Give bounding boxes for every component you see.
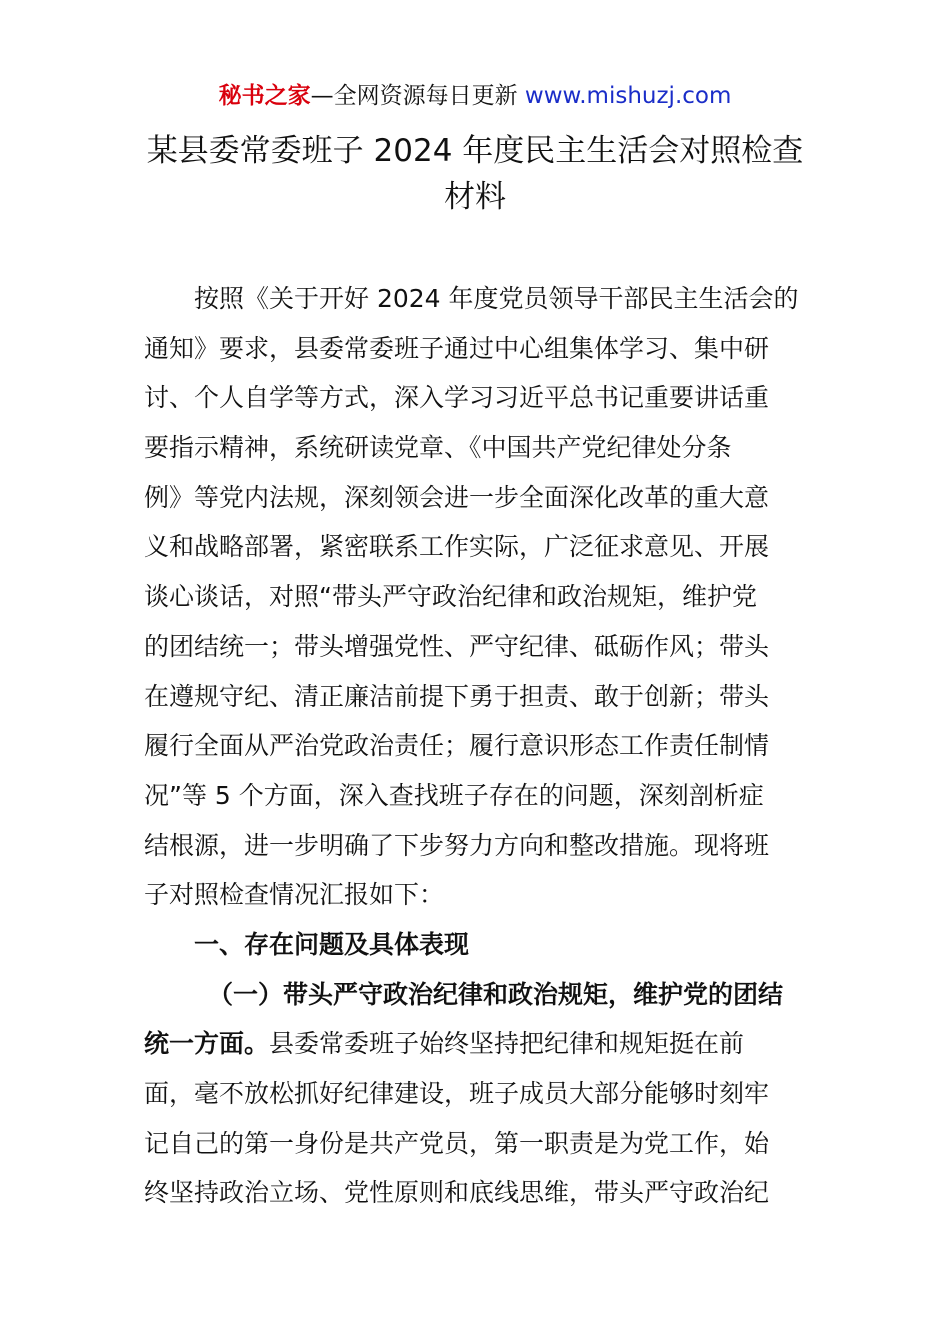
brand-name: 秘书之家 (218, 83, 311, 109)
subsection-line (144, 1019, 824, 1069)
section-heading: 一、存在问题及具体表现 (194, 929, 470, 959)
paragraph-line: 结根源，进一步明确了下步努力方向和整改措施。现将班 (144, 830, 770, 860)
title-line-1: 某县委常委班子 2024 年度民主生活会对照检查 (146, 133, 804, 169)
subsection-line: 终坚持政治立场、党性原则和底线思维，带头严守政治纪 (144, 1178, 770, 1208)
paragraph-line: 通知》要求，县委常委班子通过中心组集体学习、集中研 (144, 333, 770, 363)
subsection-line: 面，毫不放松抓好纪律建设，班子成员大部分能够时刻牢 (144, 1079, 770, 1108)
paragraph-line: 况”等 5 个方面，深入查找班子存在的问题，深刻剖析症 (144, 780, 764, 810)
header-slogan: —全网资源每日更新 (310, 83, 525, 109)
document-body (144, 274, 824, 1218)
paragraph-line: 义和战略部署，紧密联系工作实际，广泛征求意见、开展 (144, 532, 770, 562)
paragraph-line: 按照《关于开好 2024 年度党员领导干部民主生活会的 (194, 284, 799, 313)
subsection-text: 县委常委班子始终坚持把纪律和规矩挺在前 (269, 1029, 745, 1059)
paragraph-line: 要指示精神，系统研读党章、《中国共产党纪律处分条 (144, 433, 732, 463)
paragraph-line: 履行全面从严治党政治责任；履行意识形态工作责任制情 (144, 731, 770, 761)
subsection-line: 记自己的第一身份是共产党员，第一职责是为党工作，始 (144, 1128, 770, 1158)
subsection-heading: （一）带头严守政治纪律和政治规矩，维护党的团结 (208, 979, 784, 1009)
subsection-lead: 统一方面。 (144, 1029, 270, 1059)
site-header (0, 80, 950, 112)
paragraph-line: 谈心谈话，对照“带头严守政治纪律和政治规矩，维护党 (144, 582, 757, 612)
paragraph-line: 的团结统一；带头增强党性、严守纪律、砥砺作风；带头 (144, 631, 770, 661)
paragraph-line: 子对照检查情况汇报如下： (144, 880, 445, 910)
document-title (130, 128, 820, 220)
paragraph-line: 讨、个人自学等方式，深入学习习近平总书记重要讲话重 (144, 383, 770, 413)
site-url[interactable]: www.mishuzj.com (524, 83, 732, 109)
paragraph-line: 例》等党内法规，深刻领会进一步全面深化改革的重大意 (144, 482, 770, 512)
paragraph-line: 在遵规守纪、清正廉洁前提下勇于担责、敢于创新；带头 (144, 681, 770, 711)
title-line-2: 材料 (444, 179, 506, 215)
